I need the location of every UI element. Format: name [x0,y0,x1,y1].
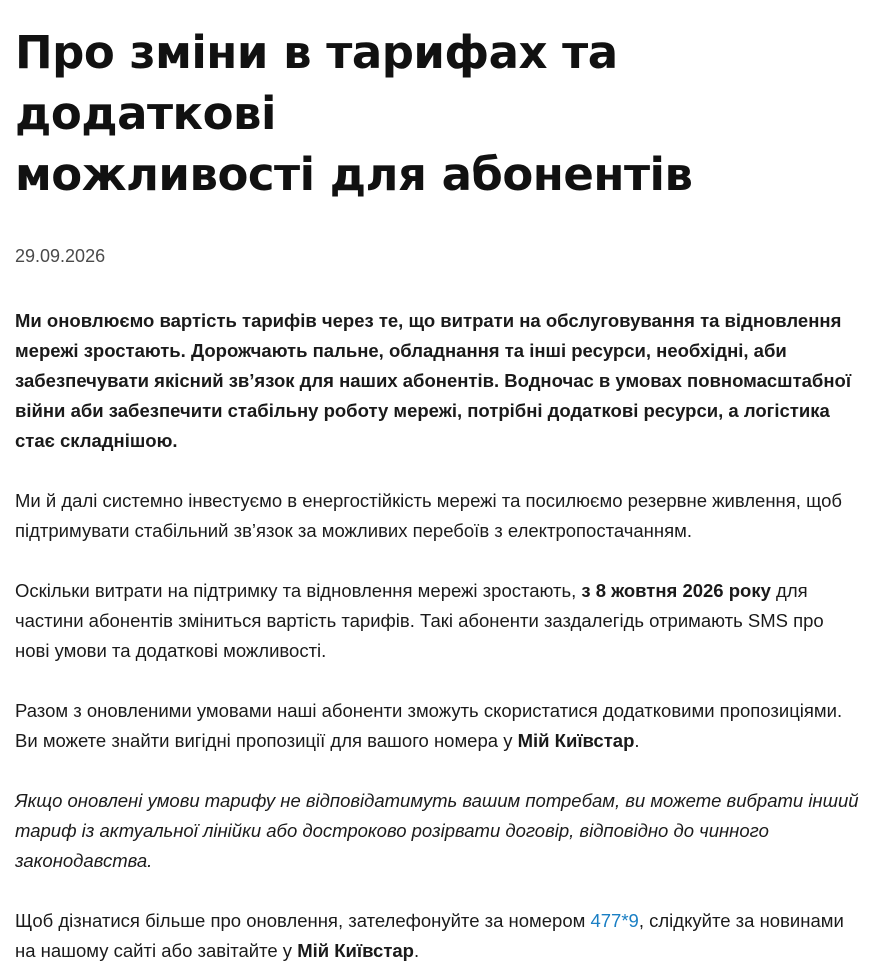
paragraph-offers [15,696,863,756]
p6-text-after: . [413,940,420,961]
title-line-1: Про зміни в тарифах та додаткові [15,26,618,140]
p4-text-before: Разом з оновленими умовами наші абоненти зможуть скористатися додатковими пропозиціями. Ви можете знайти вигідні пропозиції для вашого номера у [15,700,843,751]
paragraph-tariff-change [15,576,863,666]
my-kyivstar-mention: Мій Київстар [517,730,635,751]
title-line-2: можливості для абонентів [15,148,693,201]
publish-date: 29.09.2026 [15,246,106,266]
p6-text-middle: , слідкуйте за новинами на нашому сайті або завітайте у [15,910,844,961]
my-kyivstar-mention-2: Мій Київстар [297,940,414,961]
paragraph-energy: Ми й далі системно інвестуємо в енергостійкість мережі та посилюємо резервне живлення, щоб підтримувати стабільний зв’язок за можливих перебоїв з електропостачанням. [15,490,842,541]
paragraph-contact [15,906,863,966]
p3-text-before: Оскільки витрати на підтримку та відновлення мережі зростають, [15,580,582,601]
page-title [15,22,863,205]
paragraph-legal-note: Якщо оновлені умови тарифу не відповідатимуть вашим потребам, ви можете вибрати інший тариф із актуальної лінійки або достроково розірвати договір, відповідно до чинного законодавства. [15,790,859,871]
p4-text-after: . [634,730,640,751]
p6-text-before: Щоб дізнатися більше про оновлення, зателефонуйте за номером [15,910,591,931]
p3-text-after: для частини абонентів зміниться вартість тарифів. Такі абоненти заздалегідь отримають SMS про нові умови та додаткові можливості. [15,580,824,661]
p3-date-highlight: з 8 жовтня 2026 року [581,580,771,601]
intro-paragraph: Ми оновлюємо вартість тарифів через те, що витрати на обслуговування та відновлення мережі зростають. Дорожчають пальне, обладнання та інші ресурси, необхідні, аби забезпечувати якісний зв’язок для наших абонентів. Водночас в умовах повномасштабної війни аби забезпечити стабільну роботу мережі, потрібні додаткові ресурси, а логістика стає складнішою. [15,310,852,451]
phone-link[interactable]: 477*9 [590,910,639,931]
